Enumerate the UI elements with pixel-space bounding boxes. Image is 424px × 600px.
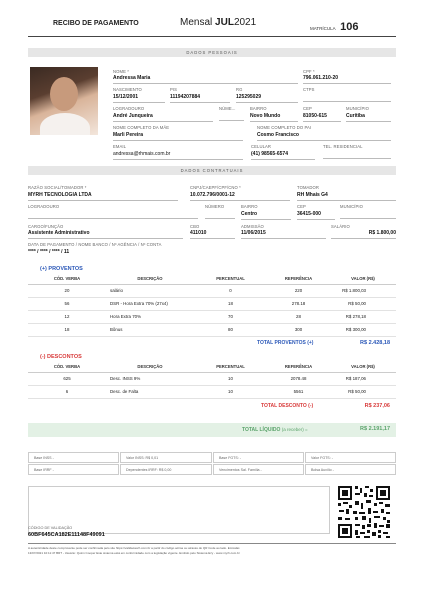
qr-code-icon <box>336 484 392 540</box>
table-row <box>28 372 396 385</box>
ctps-label: CTPS <box>303 87 315 92</box>
cell: 12 <box>28 310 106 323</box>
cell: 18 <box>28 323 106 336</box>
col-header: REFERÊNCIA <box>267 274 330 284</box>
cell: 56 <box>28 297 106 310</box>
cell: 28 <box>267 310 330 323</box>
cell: Hora Extra 70% <box>106 310 194 323</box>
period-year: 2021 <box>233 17 257 28</box>
base-cell: Valor INSS: R$ 0,01 <box>120 452 212 463</box>
c-cep-label: CEP <box>297 204 306 209</box>
liquido-value: R$ 2.191,17 <box>360 426 390 432</box>
cell: 80 <box>194 323 267 336</box>
c-logradouro-label: LOGRADOURO <box>28 204 60 209</box>
bairro-label: BAIRRO <box>250 106 267 111</box>
c-bairro-field: Centro <box>241 211 291 220</box>
admissao-field: 11/06/2015 <box>241 230 326 239</box>
col-header: REFERÊNCIA <box>267 362 330 372</box>
descontos-header-row <box>28 362 396 372</box>
pagamento-label: DATA DE PAGAMENTO / NOME BANCO / Nº AGÊNCIA / Nº CONTA <box>28 242 162 247</box>
c-numero-label: NÚMERO <box>205 204 225 209</box>
col-header: DESCRIÇÃO <box>106 274 194 284</box>
cell: salário <box>106 284 194 297</box>
base-cell: Dependentes IRRF: R$ 0,00 <box>120 464 212 475</box>
base-cell: Base FGTS: - <box>213 452 304 463</box>
cell: R$ 278,18 <box>330 310 396 323</box>
razao-label: RAZÃO SOCIAL/TOMADOR * <box>28 185 87 190</box>
section-personal: DADOS PESSOAIS <box>28 48 396 57</box>
cargo-label: CARGO/FUNÇÃO <box>28 224 64 229</box>
numero-label: NÚME... <box>219 106 236 111</box>
table-row <box>28 310 396 323</box>
validacao-code: 60BF645CA182E11148F49091 <box>28 532 105 538</box>
table-row <box>28 385 396 398</box>
rg-label: RG <box>236 87 243 92</box>
cell: 5561 <box>267 385 330 398</box>
cell: R$ 1.800,03 <box>330 284 396 297</box>
base-cell: Vencimentos Sal. Família - <box>213 464 304 475</box>
email-label: EMAIL <box>113 144 127 149</box>
municipio-field: Curitiba <box>346 113 391 122</box>
mae-label: NOME COMPLETO DA MÃE <box>113 125 170 130</box>
cell: 18 <box>194 297 267 310</box>
proventos-total-value: R$ 2.428,18 <box>360 339 390 346</box>
qr-code <box>336 484 392 540</box>
salario-label: SALÁRIO <box>331 224 350 229</box>
liquido-label <box>242 427 308 433</box>
cnpj-field: 10.072.796/0001-12 <box>190 192 290 201</box>
cell: Bônus <box>106 323 194 336</box>
cell: 0 <box>194 284 267 297</box>
mae-field: Marli Pereira <box>113 132 243 141</box>
logradouro-field: André Junqueira <box>113 113 213 122</box>
salario-field: R$ 1.800,00 <box>331 230 396 239</box>
section-contract: DADOS CONTRATUAIS <box>28 166 396 175</box>
proventos-block <box>28 264 396 351</box>
cbo-field: 411010 <box>190 230 235 239</box>
cell: 6 <box>28 385 106 398</box>
celular-field: (41) 98565-6574 <box>251 151 315 160</box>
nome-field: Andressa Maria <box>113 75 298 84</box>
pagamento-field: **** / **** / **** / 11 <box>28 249 70 255</box>
cep-label: CEP <box>303 106 312 111</box>
cell: 2078.48 <box>267 372 330 385</box>
validacao-block <box>28 526 328 538</box>
period-label: Mensal <box>180 17 213 28</box>
cell: R$ 187,06 <box>330 372 396 385</box>
cell: Desc. de Falta <box>106 385 194 398</box>
validacao-note <box>28 546 368 555</box>
bases-grid <box>28 452 396 476</box>
cell: 278.18 <box>267 297 330 310</box>
admissao-label: ADMISSÃO <box>241 224 264 229</box>
validacao-note-line1: A autenticidade deste comprovante pode ser confirmada pelo site https://validacaorh.com.br a partir do código acima ou através do QR Code ao lado. Emissão: <box>28 546 241 550</box>
cargo-field: Assistente Administrativo <box>28 230 183 239</box>
cep-field: 81050-615 <box>303 113 341 122</box>
c-municipio-field <box>340 211 396 219</box>
descontos-total-value: R$ 237,06 <box>364 402 390 409</box>
c-logradouro-field <box>28 211 198 219</box>
base-cell: Valor FGTS: - <box>305 452 396 463</box>
liquido-bar <box>28 423 396 437</box>
cell: 10 <box>194 372 267 385</box>
period-month: JUL <box>215 17 234 28</box>
cell: 10 <box>194 385 267 398</box>
nome-label: NOME * <box>113 69 129 74</box>
cell: 300 <box>267 323 330 336</box>
c-cep-field: 36415-000 <box>297 211 335 220</box>
pis-field: 11194207884 <box>170 94 230 103</box>
cell: 625 <box>28 372 106 385</box>
tomador-label: TOMADOR <box>297 185 320 190</box>
liquido-label-text: TOTAL LÍQUIDO <box>242 427 281 433</box>
descontos-table <box>28 362 396 399</box>
col-header: VALOR (R$) <box>330 274 396 284</box>
cell: DSR - Hora Extra 70% (27x4) <box>106 297 194 310</box>
proventos-header-row <box>28 274 396 284</box>
logradouro-label: LOGRADOURO <box>113 106 145 111</box>
receipt-title: RECIBO DE PAGAMENTO <box>53 20 139 27</box>
table-row <box>28 297 396 310</box>
nascimento-field: 15/12/2001 <box>113 94 165 103</box>
pai-label: NOME COMPLETO DO PAI <box>257 125 312 130</box>
c-bairro-label: BAIRRO <box>241 204 258 209</box>
liquido-sub: (a receber) = <box>281 427 308 432</box>
col-header: PERCENTUAL <box>194 274 267 284</box>
pai-field: Cosmo Francisco <box>257 132 391 141</box>
tel-label: TEL. RESIDENCIAL <box>323 144 363 149</box>
rg-field: 125295029 <box>236 94 298 103</box>
col-header: CÓD. VERBA <box>28 274 106 284</box>
c-municipio-label: MUNICÍPIO <box>340 204 364 209</box>
col-header: CÓD. VERBA <box>28 362 106 372</box>
municipio-label: MUNICÍPIO <box>346 106 370 111</box>
descontos-block <box>28 352 396 413</box>
cell: R$ 50,00 <box>330 385 396 398</box>
cpf-field: 796.061.210-20 <box>303 75 391 84</box>
proventos-total-row <box>28 337 396 351</box>
bairro-field: Novo Mundo <box>250 113 298 122</box>
nascimento-label: NASCIMENTO <box>113 87 142 92</box>
matricula-value: 106 <box>340 21 359 33</box>
cell: Desc. INSS 9% <box>106 372 194 385</box>
table-row <box>28 284 396 297</box>
email-field: andressa@rhmais.com.br <box>113 151 243 160</box>
footer-divider <box>28 543 396 544</box>
base-cell: Base INSS - <box>28 452 119 463</box>
cbo-label: CBO <box>190 224 200 229</box>
col-header: DESCRIÇÃO <box>106 362 194 372</box>
cpf-label: CPF * <box>303 69 315 74</box>
col-header: PERCENTUAL <box>194 362 267 372</box>
descontos-total-row <box>28 399 396 413</box>
tomador-field: RH Mhais G4 <box>297 192 396 201</box>
col-header: VALOR (R$) <box>330 362 396 372</box>
matricula-label: MATRÍCULA <box>310 26 336 31</box>
base-cell: Bolsa Auxílio - <box>305 464 396 475</box>
proventos-total-label: TOTAL PROVENTOS (+) <box>257 339 314 346</box>
cnpj-label: CNPJ/CAEPF/CPF/CNO * <box>190 185 241 190</box>
table-row <box>28 323 396 336</box>
descontos-title: (-) DESCONTOS <box>40 354 82 360</box>
contract-fields <box>0 0 424 270</box>
cell: 20 <box>28 284 106 297</box>
celular-label: CELULAR <box>251 144 272 149</box>
descontos-total-label: TOTAL DESCONTO (-) <box>261 402 314 409</box>
validacao-label: CÓDIGO DE VALIDAÇÃO <box>28 526 73 530</box>
c-numero-field <box>205 211 235 219</box>
proventos-table <box>28 274 396 337</box>
cell: R$ 300,00 <box>330 323 396 336</box>
base-cell: Base IRRF - <box>28 464 119 475</box>
razao-field: MYRH TECNOLOGIA LTDA <box>28 192 178 201</box>
proventos-title: (+) PROVENTOS <box>40 266 83 272</box>
cell: R$ 50,00 <box>330 297 396 310</box>
cell: 220 <box>267 284 330 297</box>
cell: 70 <box>194 310 267 323</box>
pis-label: PIS <box>170 87 178 92</box>
validacao-note-line2: 13/07/2021 10:11:47 BRT - Usuário: Quinn Cooper Este sistema está em conformidade com a legislação vigente. Emitido pelo Sistema Ezy - www.myrh.com.br <box>28 551 240 555</box>
